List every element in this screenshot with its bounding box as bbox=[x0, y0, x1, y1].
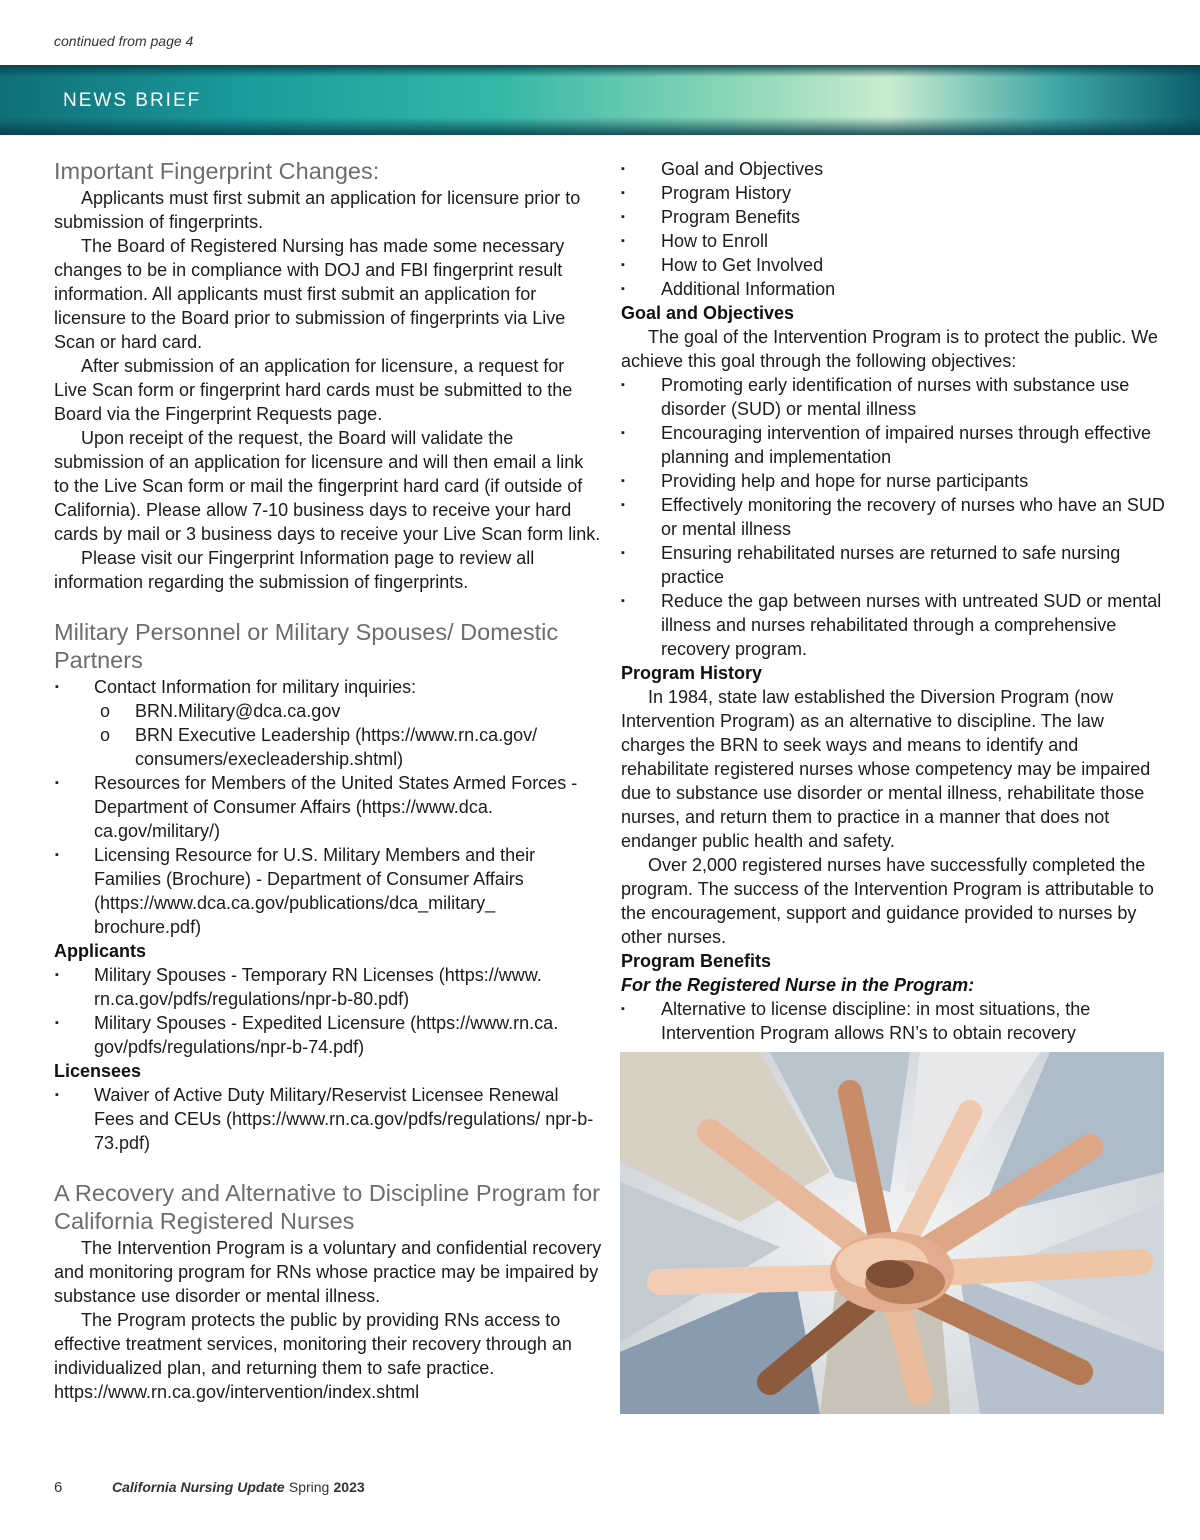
history-heading: Program History bbox=[621, 663, 763, 683]
applicants-list bbox=[54, 963, 602, 1059]
fingerprint-paragraph: Applicants must first submit an application for licensure prior to submission of fingerprints. bbox=[54, 187, 581, 232]
fingerprint-paragraph: The Board of Registered Nursing has made some necessary changes to be in compliance with DOJ and FBI fingerprint result information. All applicants must first submit an application for licensure to the Board prior to submission of fingerprints via Live Scan or hard card. bbox=[54, 235, 566, 352]
list-item: ▪ Military Spouses - Expedited Licensure (https://www.rn.ca. gov/pdfs/regulations/npr-b-74.pdf) bbox=[54, 1011, 602, 1059]
list-item: ▪ Reduce the gap between nurses with untreated SUD or mental illness and nurses rehabilitated through a comprehensive recovery program. bbox=[621, 589, 1169, 661]
licensees-list bbox=[54, 1083, 602, 1155]
applicants-heading: Applicants bbox=[54, 940, 147, 961]
toc-item: ▪ Program Benefits bbox=[621, 205, 1169, 229]
recovery-heading: A Recovery and Alternative to Discipline Program for California Registered Nurses bbox=[54, 1179, 600, 1234]
section-banner bbox=[0, 65, 1200, 135]
list-item: ▪ Alternative to license discipline: in most situations, the Intervention Program allows RN’s to obtain recovery bbox=[621, 997, 1169, 1045]
continued-note: continued from page 4 bbox=[54, 33, 194, 49]
toc-list bbox=[621, 157, 1169, 301]
licensees-heading: Licensees bbox=[54, 1060, 142, 1081]
military-heading: Military Personnel or Military Spouses/ Domestic Partners bbox=[54, 618, 559, 673]
history-paragraph: In 1984, state law established the Diversion Program (now Intervention Program) as an alternative to discipline. The law charges the BRN to seek ways and means to identify and rehabilitate registered nurses whose competency may be impaired due to substance use disorder or mental illness, rehabilitate those nurses, and return them to practice in a manner that does not endanger public health and safety. bbox=[621, 687, 1151, 851]
publication-name: California Nursing Update bbox=[112, 1479, 285, 1495]
list-item: ▪ Ensuring rehabilitated nurses are returned to safe nursing practice bbox=[621, 541, 1169, 589]
list-item bbox=[54, 675, 602, 699]
benefits-heading: Program Benefits bbox=[621, 951, 772, 971]
contact-email[interactable]: o BRN.Military@dca.ca.gov bbox=[54, 699, 602, 723]
benefits-list bbox=[621, 997, 1169, 1045]
list-item: ▪ Effectively monitoring the recovery of nurses who have an SUD or mental illness bbox=[621, 493, 1169, 541]
toc-item: ▪ How to Enroll bbox=[621, 229, 1169, 253]
military-resources-list bbox=[54, 675, 602, 699]
goals-intro: The goal of the Intervention Program is to protect the public. We achieve this goal through the following objectives: bbox=[621, 327, 1158, 371]
list-item: ▪ Licensing Resource for U.S. Military Members and their Families (Brochure) - Department of Consumer Affairs (https://www.dca.ca.gov/publications/dca_military_ brochure.pdf) bbox=[54, 843, 602, 939]
fingerprint-paragraph: After submission of an application for licensure, a request for Live Scan form or fingerprint hard cards must be submitted to the Board via the Fingerprint Requests page. bbox=[54, 355, 573, 424]
contact-label: Contact Information for military inquiries: bbox=[94, 676, 417, 697]
publication-year: 2023 bbox=[333, 1479, 365, 1495]
toc-item: ▪ Additional Information bbox=[621, 277, 1169, 301]
goals-heading: Goal and Objectives bbox=[621, 303, 795, 323]
benefits-subheading: For the Registered Nurse in the Program: bbox=[621, 975, 975, 995]
list-item: ▪ Resources for Members of the United States Armed Forces - Department of Consumer Affairs (https://www.dca. ca.gov/military/) bbox=[54, 771, 602, 843]
right-column bbox=[621, 157, 1169, 1045]
hands-illustration bbox=[620, 1052, 1164, 1414]
page-footer bbox=[54, 1479, 365, 1496]
list-item: ▪ Military Spouses - Temporary RN Licenses (https://www. rn.ca.gov/pdfs/regulations/npr-b-80.pdf) bbox=[54, 963, 602, 1011]
publication-season: Spring bbox=[288, 1479, 330, 1495]
contacts-list bbox=[54, 699, 602, 771]
goals-list bbox=[621, 373, 1169, 661]
fingerprint-heading: Important Fingerprint Changes: bbox=[54, 158, 380, 184]
recovery-link[interactable]: https://www.rn.ca.gov/intervention/index.shtml bbox=[54, 1381, 420, 1402]
hands-teamwork-photo bbox=[620, 1052, 1164, 1414]
toc-item: ▪ Program History bbox=[621, 181, 1169, 205]
list-item: ▪ Promoting early identification of nurses with substance use disorder (SUD) or mental illness bbox=[621, 373, 1169, 421]
recovery-paragraph: The Program protects the public by providing RNs access to effective treatment services, monitoring their recovery through an individualized plan, and returning them to safe practice. bbox=[54, 1309, 572, 1378]
page-number: 6 bbox=[54, 1479, 63, 1496]
banner-title: NEWS BRIEF bbox=[63, 90, 202, 111]
left-column bbox=[54, 157, 602, 1404]
fingerprint-paragraph: Upon receipt of the request, the Board will validate the submission of an application for licensure and will then email a link to the Live Scan form or mail the fingerprint hard card (if outside of California). Please allow 7-10 business days to receive your hard cards by mail or 3 business days to receive your Live Scan form link. bbox=[54, 427, 601, 544]
list-item: ▪ Waiver of Active Duty Military/Reservist Licensee Renewal Fees and CEUs (https://www.rn.ca.gov/pdfs/regulations/ npr-b-73.pdf) bbox=[54, 1083, 602, 1155]
history-paragraph: Over 2,000 registered nurses have successfully completed the program. The success of the Intervention Program is attributable to the encouragement, support and guidance provided to nurses by other nurses. bbox=[621, 855, 1154, 947]
recovery-paragraph: The Intervention Program is a voluntary and confidential recovery and monitoring program for RNs whose practice may be impaired by substance use disorder or mental illness. bbox=[54, 1237, 602, 1306]
resources-list bbox=[54, 771, 602, 939]
contact-executive-leadership[interactable]: o BRN Executive Leadership (https://www.rn.ca.gov/ consumers/execleadership.shtml) bbox=[54, 723, 602, 771]
list-item: ▪ Providing help and hope for nurse participants bbox=[621, 469, 1169, 493]
toc-item: ▪ How to Get Involved bbox=[621, 253, 1169, 277]
toc-item: ▪ Goal and Objectives bbox=[621, 157, 1169, 181]
fingerprint-paragraph: Please visit our Fingerprint Information page to review all information regarding the submission of fingerprints. bbox=[54, 547, 535, 592]
list-item: ▪ Encouraging intervention of impaired nurses through effective planning and implementation bbox=[621, 421, 1169, 469]
